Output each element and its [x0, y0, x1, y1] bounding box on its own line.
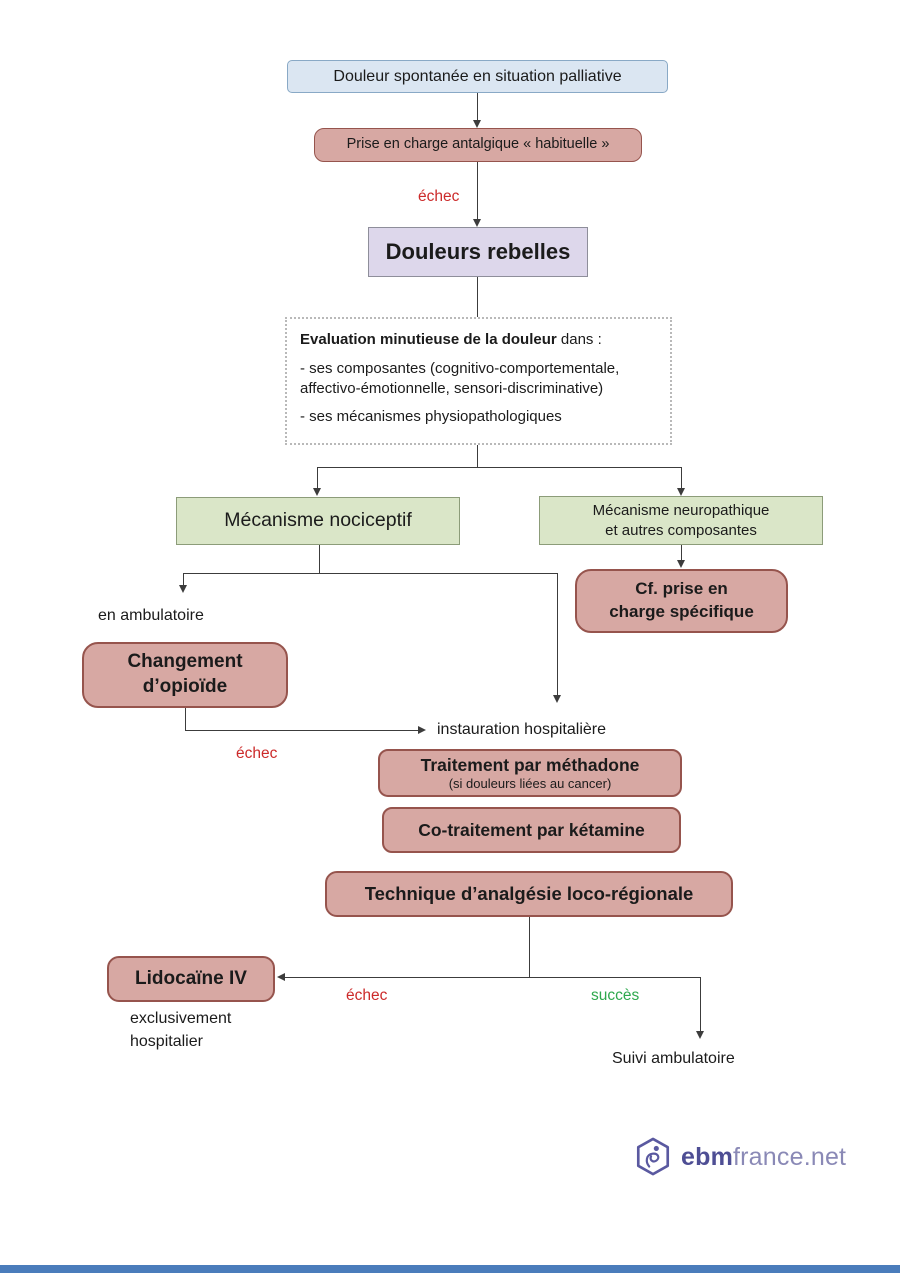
arrowhead-down-icon [553, 695, 561, 703]
node-ketamine: Co-traitement par kétamine [382, 807, 681, 853]
ebmfrance-logo-text [681, 1143, 846, 1172]
connector-split-right [681, 467, 682, 489]
connector-locoregional-down [529, 917, 530, 978]
ambulatory-label: en ambulatoire [98, 607, 204, 624]
followup-label: Suivi ambulatoire [612, 1050, 735, 1067]
node-locoregional-analgesia: Technique d’analgésie loco-régionale [325, 871, 733, 917]
connector-nociceptive-horizontal [183, 573, 558, 574]
connector-evaluation-split [477, 445, 478, 468]
fail-label-1: échec [418, 188, 460, 205]
neuropathic-line2: et autres composantes [605, 521, 757, 539]
neuropathic-line1: Mécanisme neuropathique [592, 502, 770, 519]
node-spontaneous-pain: Douleur spontanée en situation palliative [287, 60, 668, 93]
node-lidocaine: Lidocaïne IV [107, 956, 275, 1002]
connector-split-horizontal [317, 467, 682, 468]
methadone-subtitle: (si douleurs liées au cancer) [448, 775, 612, 791]
connector-nociceptive-down [319, 545, 320, 574]
connector-outcome-horizontal [285, 977, 701, 978]
connector-opioid-right [185, 730, 419, 731]
hospital-label: instauration hospitalière [437, 721, 606, 738]
ebmfrance-hexagon-person-icon [634, 1136, 672, 1178]
node-specific-care [575, 569, 788, 633]
connector-usual-refractory [477, 162, 478, 220]
arrowhead-down-icon [473, 120, 481, 128]
node-methadone [378, 749, 682, 797]
opioid-switch-line1: Changement [127, 651, 243, 673]
logo-text-ebm: ebm [681, 1142, 734, 1171]
arrowhead-down-icon [179, 585, 187, 593]
arrowhead-right-icon [418, 726, 426, 734]
node-nociceptive-mechanism: Mécanisme nociceptif [176, 497, 460, 545]
arrowhead-down-icon [677, 488, 685, 496]
connector-refractory-evaluation [477, 277, 478, 317]
evaluation-components-line1: - ses composantes (cognitivo-comportementale, [300, 359, 620, 377]
evaluation-lead-rest: dans : [556, 331, 602, 348]
success-label: succès [591, 987, 640, 1004]
evaluation-lead-bold: Evaluation minutieuse de la douleur [300, 331, 557, 348]
ebmfrance-logo [634, 1136, 846, 1178]
connector-success-down [700, 977, 701, 1032]
fail-label-2: échec [236, 745, 278, 762]
connector-neuropathic-specific [681, 545, 682, 561]
hospital-only-line2: hospitalier [130, 1033, 203, 1050]
connector-opioid-down [185, 708, 186, 731]
specific-care-line1: Cf. prise en [635, 579, 728, 599]
fail-label-3: échec [346, 987, 388, 1004]
node-opioid-switch [82, 642, 288, 708]
arrowhead-down-icon [473, 219, 481, 227]
logo-text-france-net: france.net [733, 1142, 847, 1171]
node-refractory-pain: Douleurs rebelles [368, 227, 588, 277]
connector-to-hospital [557, 573, 558, 696]
arrowhead-down-icon [677, 560, 685, 568]
footer-bar [0, 1265, 900, 1273]
node-usual-analgesic-care: Prise en charge antalgique « habituelle » [314, 128, 642, 162]
methadone-title: Traitement par méthadone [420, 754, 640, 775]
opioid-switch-line2: d’opioïde [142, 676, 228, 697]
evaluation-components-line2: affectivo-émotionnelle, sensori-discriminative) [300, 379, 604, 397]
evaluation-mechanisms: - ses mécanismes physiopathologiques [300, 408, 562, 426]
arrowhead-left-icon [277, 973, 285, 981]
evaluation-lead [300, 330, 602, 350]
connector-start-usual [477, 93, 478, 121]
node-neuropathic-mechanism [539, 496, 823, 545]
hospital-only-line1: exclusivement [130, 1010, 232, 1027]
hospital-only-label [130, 1007, 290, 1053]
arrowhead-down-icon [313, 488, 321, 496]
specific-care-line2: charge spécifique [609, 602, 754, 621]
node-pain-evaluation [285, 317, 672, 445]
arrowhead-down-icon [696, 1031, 704, 1039]
connector-split-left [317, 467, 318, 489]
